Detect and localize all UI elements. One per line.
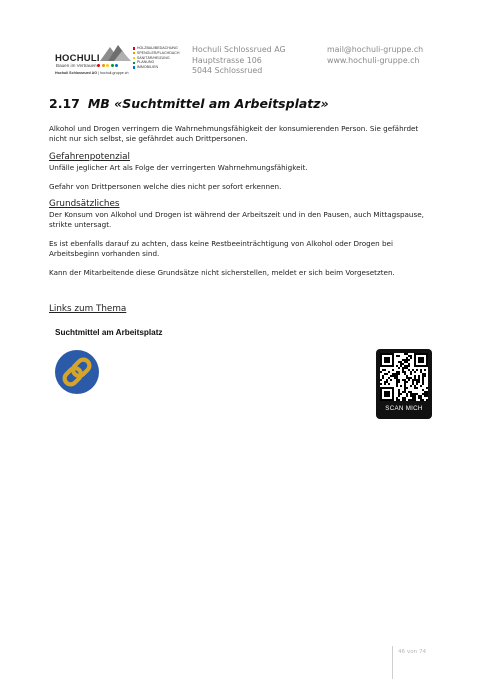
address-company: Hochuli Schlossrued AG [192,45,286,54]
logo-service-list [133,46,179,70]
chain-link-icon[interactable] [54,349,100,395]
link-label[interactable]: Suchtmittel am Arbeitsplatz [55,328,163,337]
logo-dot [115,64,118,67]
contact-web[interactable]: www.hochuli-gruppe.ch [327,55,420,65]
logo-dots [97,64,118,67]
service-color-marker [133,66,135,68]
footer-divider [392,646,393,679]
principles-heading: Grundsätzliches [49,199,120,209]
logo-name: HOCHULI [55,53,100,64]
roof-icon [100,45,132,61]
service-color-marker [133,47,135,49]
logo-dot [97,64,100,67]
service-color-marker [133,52,135,54]
logo-tagline: Bauen im Vertrauen [56,63,97,68]
principles-paragraph-3: Kann der Mitarbeitende diese Grundsätze nicht sicherstellen, meldet er sich beim Vorgesetzten. [49,268,395,277]
qr-label: SCAN MICH [385,405,423,412]
logo-dot [111,64,114,67]
service-label: SANITÄR/HEIZUNG [136,55,170,60]
company-address [192,45,286,77]
qr-code-image [380,353,428,401]
address-street: Hauptstrasse 106 [192,55,262,65]
logo-dot [106,64,109,67]
service-label: IMMOBILIEN [136,65,159,70]
qr-pattern [380,353,428,401]
logo-footer-web: hochuli-gruppe.ch [99,71,129,75]
address-city: 5044 Schlossrued [192,66,263,75]
company-contact [327,45,423,66]
logo-footer [55,71,129,75]
service-color-marker [133,57,135,59]
logo-dot [102,64,105,67]
section-heading [49,96,329,111]
page-number: 46 von 74 [398,649,427,655]
company-logo [55,45,183,79]
service-color-marker [133,62,135,64]
service-label: SPENGLER/FLACHDACH [136,50,180,55]
section-number: 2.17 [49,96,80,111]
principles-paragraph-2: Es ist ebenfalls darauf zu achten, dass keine Restbeeinträchtigung von Alkohol oder Drogen bei Arbeitsbeginn vorhanden sind. [49,239,393,258]
hazard-heading: Gefahrenpotenzial [49,152,131,162]
section-title: MB «Suchtmittel am Arbeitsplatz» [87,96,329,111]
intro-paragraph: Alkohol und Drogen verringern die Wahrnehmungsfähigkeit der konsumierenden Person. Sie gefährdet nicht nur sich selbst, sie gefährdet auch Drittpersonen. [49,124,419,143]
principles-paragraph-1: Der Konsum von Alkohol und Drogen ist während der Arbeitszeit und in den Pausen, auch Mittagspause, strikte untersagt. [49,210,424,229]
qr-code[interactable] [376,349,432,419]
links-heading: Links zum Thema [49,304,127,314]
logo-footer-company: Hochuli Schlossrued AG [55,71,97,75]
hazard-paragraph-2: Gefahr von Drittpersonen welche dies nicht per sofort erkennen. [49,182,282,191]
contact-email[interactable]: mail@hochuli-gruppe.ch [327,45,424,54]
logo-footer-sep: | [98,71,100,75]
service-label: HOLZBAU/BEDACHUNG [136,46,178,50]
logo-service-item [133,65,179,70]
hazard-paragraph-1: Unfälle jeglicher Art als Folge der verringerten Wahrnehmungsfähigkeit. [49,163,308,172]
service-label: PLANUNG [136,60,155,65]
